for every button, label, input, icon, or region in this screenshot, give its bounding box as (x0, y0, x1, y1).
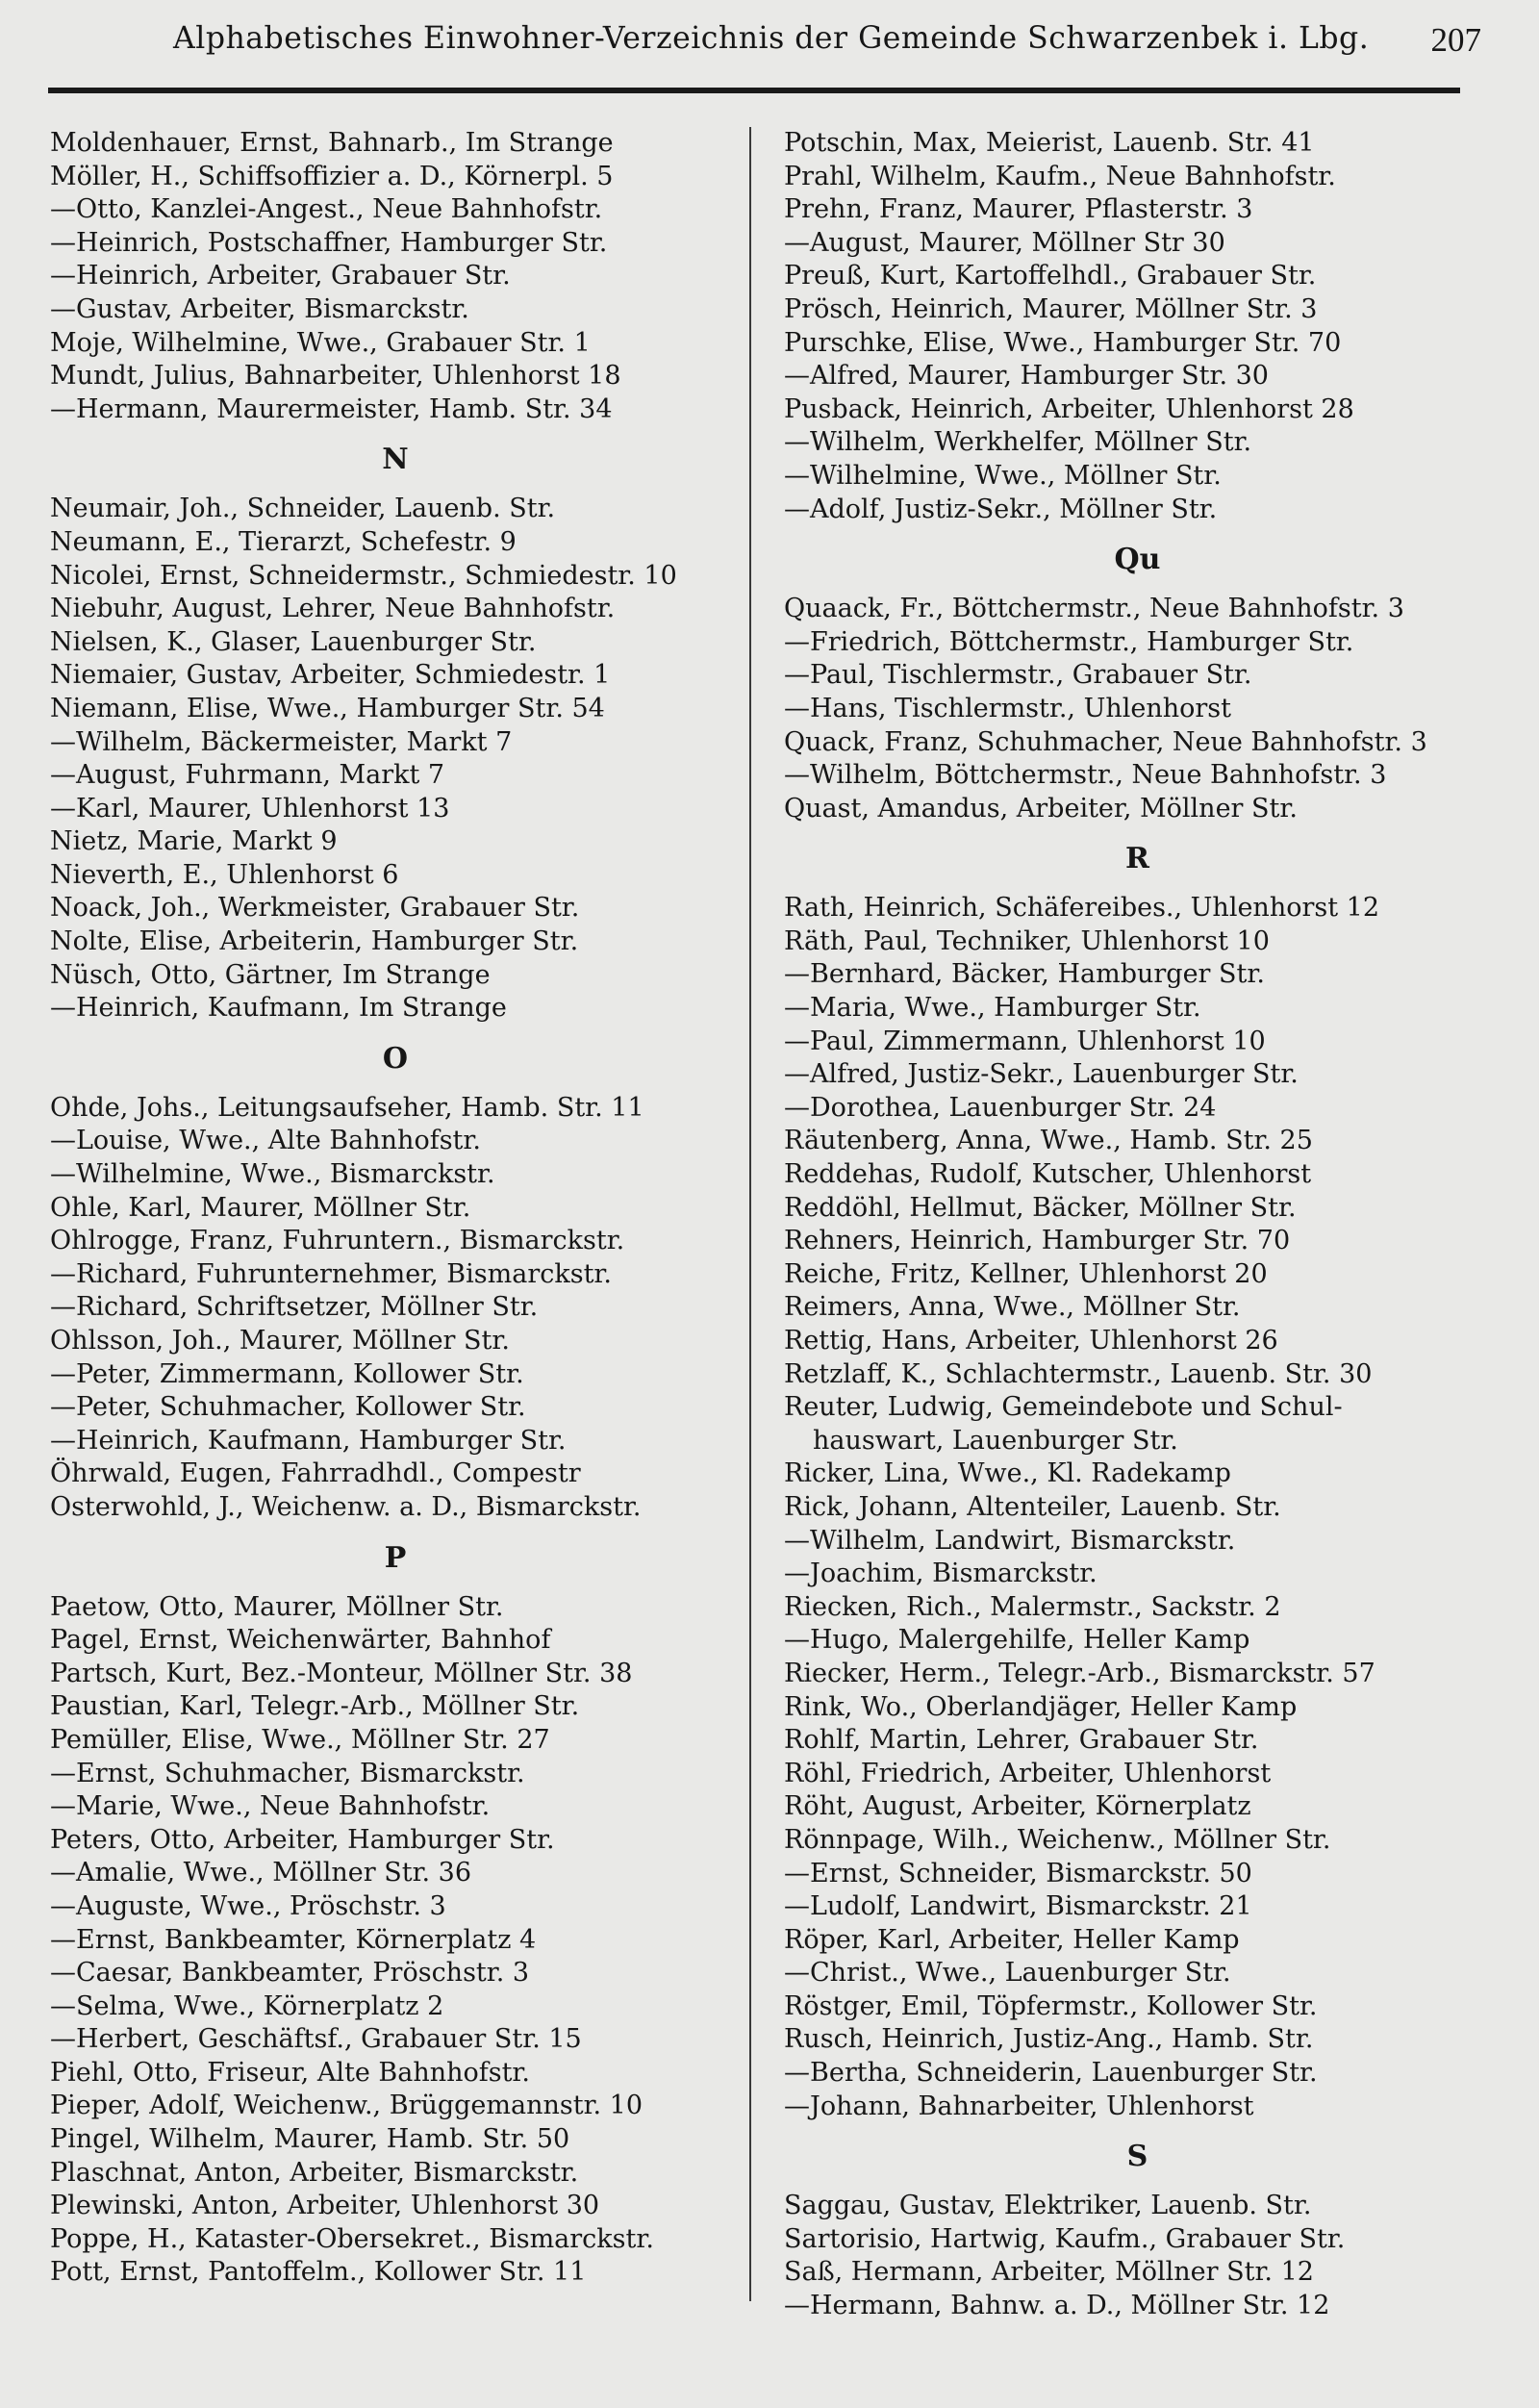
directory-entry: —Johann, Bahnarbeiter, Uhlenhorst (784, 2091, 1254, 2121)
directory-entry: Riecker, Herm., Telegr.-Arb., Bismarckstr. 57 (784, 1658, 1375, 1688)
directory-entry: Rohlf, Martin, Lehrer, Grabauer Str. (784, 1725, 1259, 1756)
directory-entry: Nietz, Marie, Markt 9 (50, 826, 338, 857)
directory-entry: Pusback, Heinrich, Arbeiter, Uhlenhorst 28 (784, 393, 1354, 424)
directory-entry: —August, Maurer, Möllner Str 30 (784, 227, 1225, 258)
directory-entry: —August, Fuhrmann, Markt 7 (50, 760, 445, 791)
directory-entry: Plewinski, Anton, Arbeiter, Uhlenhorst 30 (50, 2191, 600, 2221)
directory-entry: —Wilhelm, Böttchermstr., Neue Bahnhofstr. 3 (784, 760, 1387, 791)
directory-entry: Ohde, Johs., Leitungsaufseher, Hamb. Str. 11 (50, 1092, 644, 1123)
group-m (50, 127, 741, 426)
section-heading-s: S (1126, 2140, 1148, 2174)
directory-entry: —Christ., Wwe., Lauenburger Str. (784, 1958, 1231, 1989)
directory-entry: —Wilhelm, Landwirt, Bismarckstr. (784, 1525, 1236, 1556)
column-divider (749, 127, 751, 2301)
directory-entry: Rehners, Heinrich, Hamburger Str. 70 (784, 1226, 1291, 1256)
directory-entry: Pieper, Adolf, Weichenw., Brüggemannstr. 10 (50, 2091, 643, 2121)
directory-entry: —Heinrich, Arbeiter, Grabauer Str. (50, 261, 511, 291)
directory-entry: Plaschnat, Anton, Arbeiter, Bismarckstr. (50, 2157, 579, 2188)
directory-entry: Reuter, Ludwig, Gemeindebote und Schul- (784, 1392, 1343, 1423)
directory-entry: Retzlaff, K., Schlachtermstr., Lauenb. Str. 30 (784, 1358, 1373, 1389)
directory-entry: —Auguste, Wwe., Pröschstr. 3 (50, 1890, 446, 1921)
header-rule (48, 88, 1460, 93)
page-title: Alphabetisches Einwohner-Verzeichnis der Gemeinde Schwarzenbek i. Lbg. (173, 21, 1370, 56)
directory-entry: —Joachim, Bismarckstr. (784, 1559, 1097, 1589)
directory-entry: Röhl, Friedrich, Arbeiter, Uhlenhorst (784, 1758, 1272, 1788)
directory-entry: Rettig, Hans, Arbeiter, Uhlenhorst 26 (784, 1326, 1278, 1356)
group-s (784, 2190, 1491, 2322)
directory-entry: Saggau, Gustav, Elektriker, Lauenb. Str. (784, 2191, 1312, 2221)
section-heading-qu: Qu (1114, 543, 1161, 577)
directory-entry: Purschke, Elise, Wwe., Hamburger Str. 70 (784, 327, 1342, 358)
directory-entry: —Adolf, Justiz-Sekr., Möllner Str. (784, 494, 1218, 524)
directory-entry: Saß, Hermann, Arbeiter, Möllner Str. 12 (784, 2257, 1314, 2288)
directory-entry: Moldenhauer, Ernst, Bahnarb., Im Strange (50, 128, 614, 158)
section-heading-o: O (382, 1041, 409, 1076)
directory-entry: —Wilhelmine, Wwe., Bismarckstr. (50, 1159, 495, 1190)
directory-entry: Riecken, Rich., Malermstr., Sackstr. 2 (784, 1591, 1281, 1622)
page-header (48, 21, 1481, 65)
group-p-continued (784, 127, 1491, 526)
directory-entry: —Hugo, Malergehilfe, Heller Kamp (784, 1625, 1250, 1656)
directory-entry: —Paul, Zimmermann, Uhlenhorst 10 (784, 1026, 1266, 1056)
group-o (50, 1092, 741, 1525)
directory-entry: —Bernhard, Bäcker, Hamburger Str. (784, 959, 1265, 990)
directory-entry: —Heinrich, Kaufmann, Im Strange (50, 993, 507, 1024)
directory-entry: —Hermann, Bahnw. a. D., Möllner Str. 12 (784, 2291, 1330, 2321)
directory-entry: —Heinrich, Kaufmann, Hamburger Str. (50, 1425, 567, 1456)
directory-entry: Räth, Paul, Techniker, Uhlenhorst 10 (784, 925, 1270, 956)
directory-entry: Quaack, Fr., Böttchermstr., Neue Bahnhofstr. 3 (784, 594, 1404, 624)
directory-entry: Rink, Wo., Oberlandjäger, Heller Kamp (784, 1691, 1298, 1722)
directory-entry: —Ludolf, Landwirt, Bismarckstr. 21 (784, 1891, 1252, 1922)
group-n (50, 493, 741, 1026)
directory-entry: —Karl, Maurer, Uhlenhorst 13 (50, 793, 450, 824)
directory-entry: Noack, Joh., Werkmeister, Grabauer Str. (50, 893, 580, 924)
directory-entry: —Selma, Wwe., Körnerplatz 2 (50, 1990, 444, 2021)
directory-entry: —Friedrich, Böttchermstr., Hamburger Str. (784, 626, 1354, 657)
directory-entry: Mundt, Julius, Bahnarbeiter, Uhlenhorst 18 (50, 361, 621, 392)
directory-entry: Prahl, Wilhelm, Kaufm., Neue Bahnhofstr. (784, 161, 1336, 191)
directory-entry: —Wilhelmine, Wwe., Möllner Str. (784, 460, 1222, 491)
directory-entry: Rick, Johann, Altenteiler, Lauenb. Str. (784, 1491, 1281, 1522)
directory-entry: Ohle, Karl, Maurer, Möllner Str. (50, 1192, 471, 1223)
directory-entry: Pagel, Ernst, Weichenwärter, Bahnhof (50, 1625, 551, 1656)
directory-entry: Reiche, Fritz, Kellner, Uhlenhorst 20 (784, 1258, 1268, 1289)
directory-entry: Prehn, Franz, Maurer, Pflasterstr. 3 (784, 194, 1253, 225)
right-column (784, 127, 1491, 2323)
page-number: 207 (1430, 21, 1481, 59)
directory-entry: —Richard, Fuhrunternehmer, Bismarckstr. (50, 1258, 612, 1289)
directory-entry: —Gustav, Arbeiter, Bismarckstr. (50, 293, 469, 324)
directory-entry: —Herbert, Geschäftsf., Grabauer Str. 15 (50, 2024, 582, 2055)
directory-entry: —Otto, Kanzlei-Angest., Neue Bahnhofstr. (50, 194, 603, 225)
directory-entry: Prösch, Heinrich, Maurer, Möllner Str. 3 (784, 293, 1318, 324)
directory-entry: Nicolei, Ernst, Schneidermstr., Schmiedestr. 10 (50, 560, 677, 591)
directory-entry: Neumair, Joh., Schneider, Lauenb. Str. (50, 494, 556, 524)
directory-entry: —Peter, Zimmermann, Kollower Str. (50, 1358, 524, 1389)
directory-entry: Paustian, Karl, Telegr.-Arb., Möllner Str. (50, 1691, 580, 1722)
section-heading-n: N (382, 443, 409, 477)
directory-entry: —Wilhelm, Werkhelfer, Möllner Str. (784, 427, 1252, 458)
group-qu (784, 593, 1491, 825)
directory-entry: —Ernst, Schneider, Bismarckstr. 50 (784, 1858, 1252, 1888)
directory-entry: Reddöhl, Hellmut, Bäcker, Möllner Str. (784, 1192, 1297, 1223)
directory-entry: Niebuhr, August, Lehrer, Neue Bahnhofstr. (50, 594, 616, 624)
directory-entry: —Maria, Wwe., Hamburger Str. (784, 993, 1201, 1024)
directory-entry: Nüsch, Otto, Gärtner, Im Strange (50, 959, 491, 990)
directory-entry: Röstger, Emil, Töpfermstr., Kollower Str. (784, 1990, 1318, 2021)
directory-entry: —Peter, Schuhmacher, Kollower Str. (50, 1392, 526, 1423)
directory-entry: Niemann, Elise, Wwe., Hamburger Str. 54 (50, 693, 605, 723)
directory-entry: Möller, H., Schiffsoffizier a. D., Körnerpl. 5 (50, 161, 614, 191)
directory-entry: Neumann, E., Tierarzt, Schefestr. 9 (50, 526, 517, 557)
directory-entry: Rönnpage, Wilh., Weichenw., Möllner Str. (784, 1824, 1331, 1855)
directory-entry: Nolte, Elise, Arbeiterin, Hamburger Str. (50, 926, 579, 957)
directory-entry: Sartorisio, Hartwig, Kaufm., Grabauer Str. (784, 2223, 1346, 2254)
directory-entry: —Ernst, Bankbeamter, Körnerplatz 4 (50, 1924, 537, 1955)
directory-entry: Piehl, Otto, Friseur, Alte Bahnhofstr. (50, 2057, 530, 2088)
group-p (50, 1591, 741, 2290)
directory-entry: —Paul, Tischlermstr., Grabauer Str. (784, 660, 1252, 691)
directory-entry: Quack, Franz, Schuhmacher, Neue Bahnhofstr. 3 (784, 726, 1427, 757)
directory-entry: Potschin, Max, Meierist, Lauenb. Str. 41 (784, 128, 1315, 158)
directory-entry: hauswart, Lauenburger Str. (813, 1425, 1178, 1456)
directory-entry: Pemüller, Elise, Wwe., Möllner Str. 27 (50, 1724, 550, 1755)
directory-entry: Rath, Heinrich, Schäfereibes., Uhlenhorst 12 (784, 893, 1380, 924)
directory-entry: Paetow, Otto, Maurer, Möllner Str. (50, 1591, 504, 1622)
directory-entry: Osterwohld, J., Weichenw. a. D., Bismarckstr. (50, 1491, 642, 1522)
group-r (784, 892, 1491, 2123)
directory-entry: —Dorothea, Lauenburger Str. 24 (784, 1092, 1217, 1123)
directory-entry: Räutenberg, Anna, Wwe., Hamb. Str. 25 (784, 1126, 1313, 1156)
directory-entry: —Caesar, Bankbeamter, Pröschstr. 3 (50, 1958, 530, 1989)
directory-entry: Poppe, H., Kataster-Obersekret., Bismarckstr. (50, 2223, 654, 2254)
directory-entry: —Heinrich, Postschaffner, Hamburger Str. (50, 227, 608, 258)
directory-entry: —Ernst, Schuhmacher, Bismarckstr. (50, 1758, 525, 1788)
directory-entry: Preuß, Kurt, Kartoffelhdl., Grabauer Str. (784, 261, 1317, 291)
directory-entry: Pingel, Wilhelm, Maurer, Hamb. Str. 50 (50, 2124, 570, 2155)
directory-entry: —Amalie, Wwe., Möllner Str. 36 (50, 1858, 472, 1888)
directory-entry: Öhrwald, Eugen, Fahrradhdl., Compestr (50, 1458, 581, 1489)
directory-entry: Reddehas, Rudolf, Kutscher, Uhlenhorst (784, 1159, 1312, 1190)
directory-entry: Ohlrogge, Franz, Fuhruntern., Bismarckstr. (50, 1226, 625, 1256)
directory-entry: Ohlsson, Joh., Maurer, Möllner Str. (50, 1326, 510, 1356)
directory-entry: Ricker, Lina, Wwe., Kl. Radekamp (784, 1458, 1231, 1489)
section-heading-p: P (384, 1540, 407, 1575)
directory-entry: —Louise, Wwe., Alte Bahnhofstr. (50, 1126, 481, 1156)
directory-entry: Moje, Wilhelmine, Wwe., Grabauer Str. 1 (50, 327, 591, 358)
directory-entry: Partsch, Kurt, Bez.-Monteur, Möllner Str. 38 (50, 1658, 633, 1688)
directory-entry: —Marie, Wwe., Neue Bahnhofstr. (50, 1791, 491, 1822)
directory-entry: —Bertha, Schneiderin, Lauenburger Str. (784, 2058, 1318, 2089)
directory-entry: —Hans, Tischlermstr., Uhlenhorst (784, 693, 1231, 723)
directory-entry: Peters, Otto, Arbeiter, Hamburger Str. (50, 1824, 555, 1855)
directory-entry: Röper, Karl, Arbeiter, Heller Kamp (784, 1924, 1240, 1955)
directory-entry: —Alfred, Maurer, Hamburger Str. 30 (784, 361, 1269, 392)
directory-entry: Reimers, Anna, Wwe., Möllner Str. (784, 1292, 1241, 1323)
directory-entry: Röht, August, Arbeiter, Körnerplatz (784, 1791, 1251, 1822)
directory-entry: Rusch, Heinrich, Justiz-Ang., Hamb. Str. (784, 2024, 1314, 2055)
directory-entry: Quast, Amandus, Arbeiter, Möllner Str. (784, 793, 1298, 824)
directory-entry: —Alfred, Justiz-Sekr., Lauenburger Str. (784, 1059, 1299, 1090)
directory-entry: —Hermann, Maurermeister, Hamb. Str. 34 (50, 393, 613, 424)
directory-entry: Nieverth, E., Uhlenhorst 6 (50, 859, 399, 890)
directory-entry: Niemaier, Gustav, Arbeiter, Schmiedestr. 1 (50, 660, 611, 691)
directory-entry: —Wilhelm, Bäckermeister, Markt 7 (50, 726, 513, 757)
directory-entry: Pott, Ernst, Pantoffelm., Kollower Str. 11 (50, 2257, 587, 2288)
directory-entry: Nielsen, K., Glaser, Lauenburger Str. (50, 626, 537, 657)
directory-entry: —Richard, Schriftsetzer, Möllner Str. (50, 1292, 539, 1323)
left-column (50, 127, 741, 2290)
section-heading-r: R (1125, 842, 1149, 876)
